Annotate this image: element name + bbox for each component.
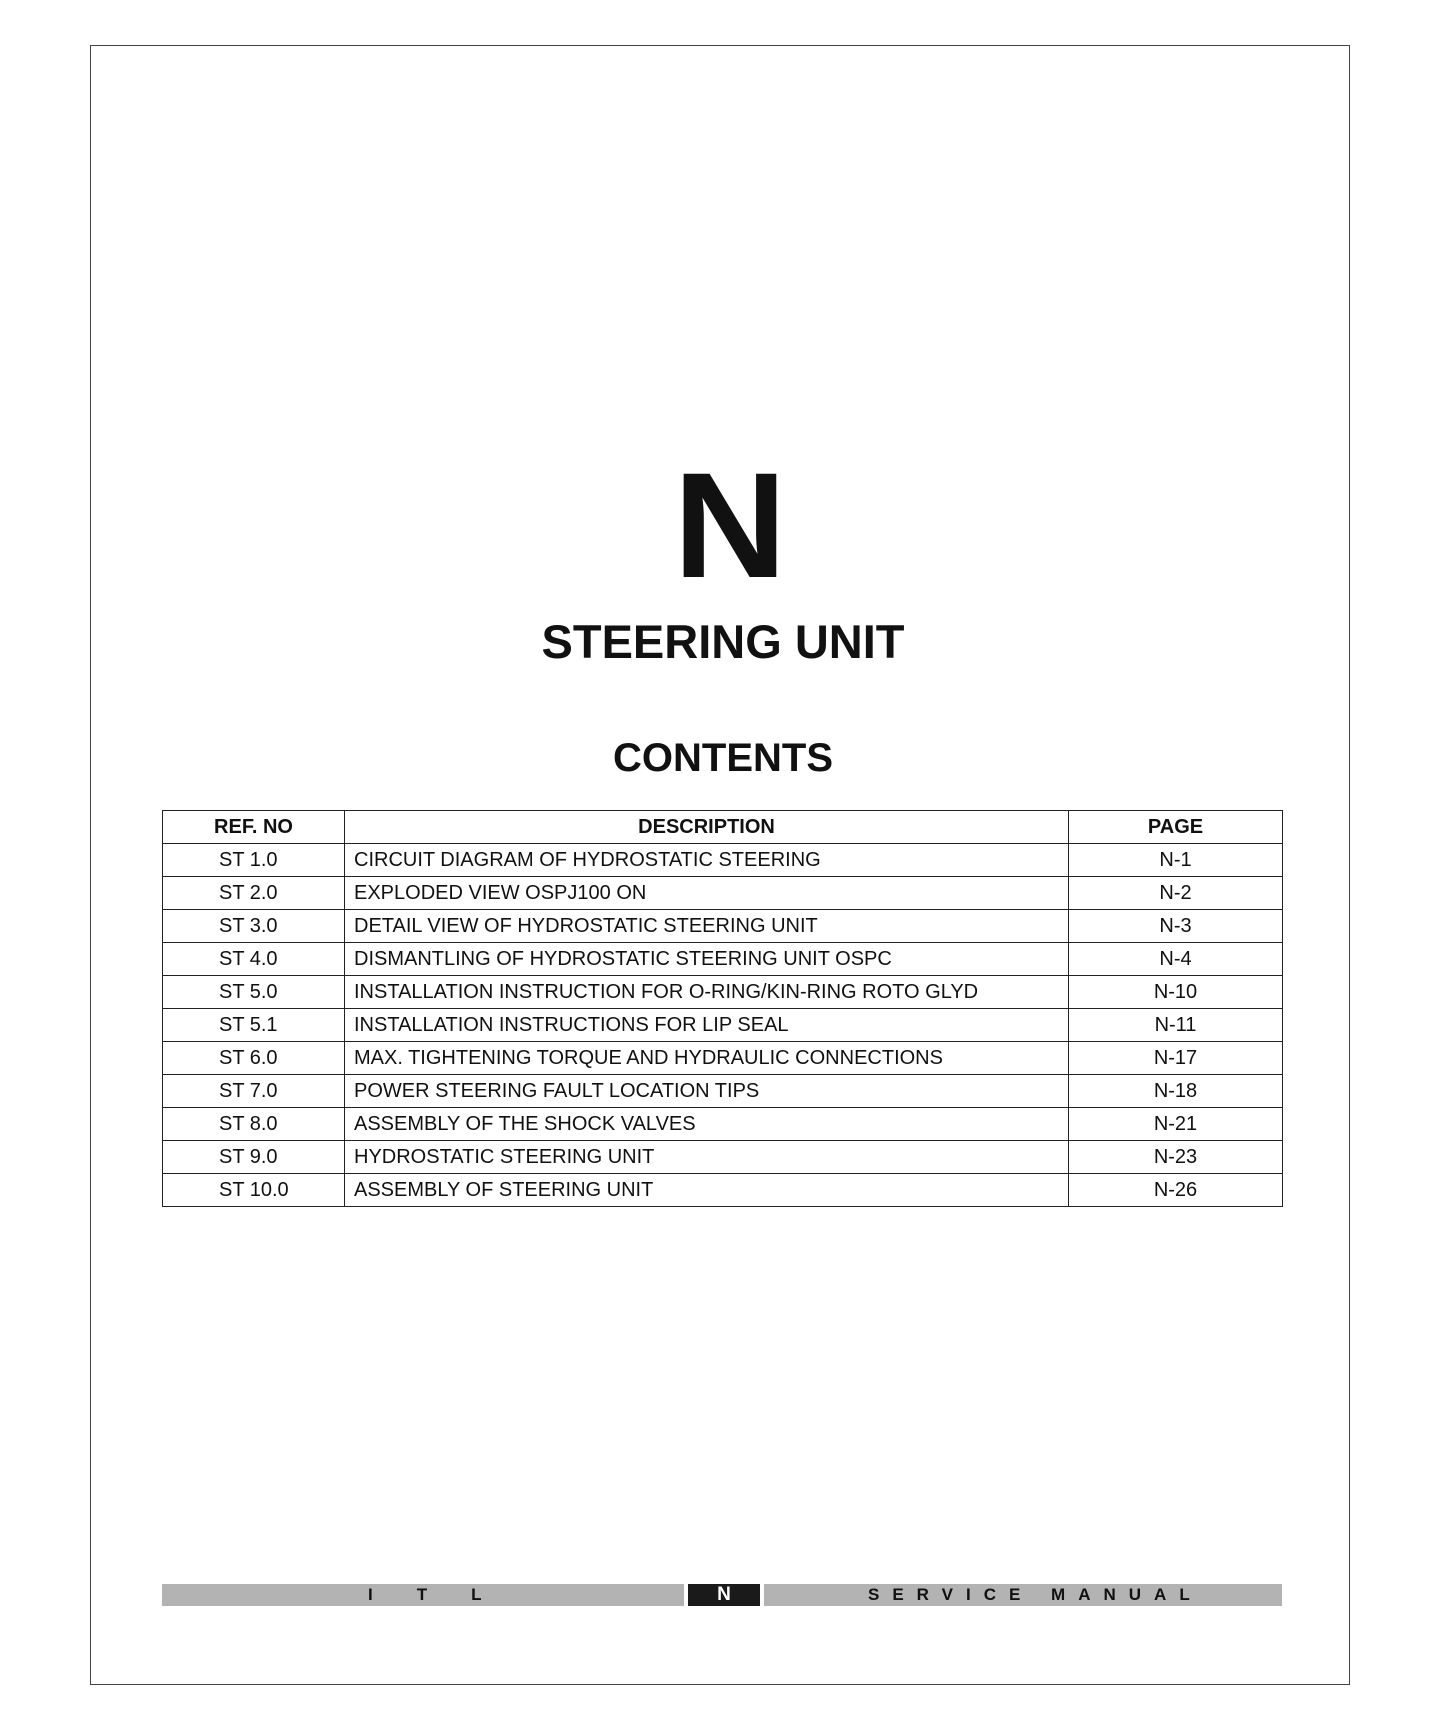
row-description: DETAIL VIEW OF HYDROSTATIC STEERING UNIT: [345, 910, 1069, 943]
row-description: EXPLODED VIEW OSPJ100 ON: [345, 877, 1069, 910]
row-page: N-11: [1069, 1009, 1283, 1042]
table-row: [163, 1108, 1283, 1141]
header-description: DESCRIPTION: [345, 811, 1069, 844]
footer-section-badge: N: [688, 1584, 760, 1606]
footer-bar: [162, 1584, 1282, 1606]
row-ref-no: ST 5.0: [163, 976, 345, 1009]
row-ref-no: ST 1.0: [163, 844, 345, 877]
row-description: POWER STEERING FAULT LOCATION TIPS: [345, 1075, 1069, 1108]
row-description: ASSEMBLY OF STEERING UNIT: [345, 1174, 1069, 1207]
footer-left-segment: [162, 1584, 684, 1606]
row-ref-no: ST 10.0: [163, 1174, 345, 1207]
row-description: INSTALLATION INSTRUCTION FOR O-RING/KIN-RING ROTO GLYD: [345, 976, 1069, 1009]
section-letter: N: [673, 441, 787, 609]
row-page: N-4: [1069, 943, 1283, 976]
row-ref-no: ST 8.0: [163, 1108, 345, 1141]
row-page: N-1: [1069, 844, 1283, 877]
table-row: [163, 1141, 1283, 1174]
table-row: [163, 1009, 1283, 1042]
table-row: [163, 943, 1283, 976]
row-description: INSTALLATION INSTRUCTIONS FOR LIP SEAL: [345, 1009, 1069, 1042]
table-row: [163, 976, 1283, 1009]
row-ref-no: ST 5.1: [163, 1009, 345, 1042]
table-row: [163, 1042, 1283, 1075]
row-page: N-3: [1069, 910, 1283, 943]
table-row: [163, 844, 1283, 877]
row-page: N-2: [1069, 877, 1283, 910]
header-ref-no: REF. NO: [163, 811, 345, 844]
row-page: N-21: [1069, 1108, 1283, 1141]
row-ref-no: ST 2.0: [163, 877, 345, 910]
header-page: PAGE: [1069, 811, 1283, 844]
table-header-row: [163, 811, 1283, 844]
footer-right-segment: [764, 1584, 1282, 1606]
table-row: [163, 1075, 1283, 1108]
row-page: N-10: [1069, 976, 1283, 1009]
row-description: DISMANTLING OF HYDROSTATIC STEERING UNIT OSPC: [345, 943, 1069, 976]
footer-manual-label: SERVICE MANUAL: [868, 1585, 1203, 1604]
row-ref-no: ST 3.0: [163, 910, 345, 943]
contents-heading: CONTENTS: [613, 736, 833, 780]
row-description: HYDROSTATIC STEERING UNIT: [345, 1141, 1069, 1174]
row-ref-no: ST 9.0: [163, 1141, 345, 1174]
row-ref-no: ST 7.0: [163, 1075, 345, 1108]
table-row: [163, 910, 1283, 943]
contents-table: [162, 810, 1283, 1207]
table-row: [163, 877, 1283, 910]
table-row: [163, 1174, 1283, 1207]
row-page: N-23: [1069, 1141, 1283, 1174]
row-description: MAX. TIGHTENING TORQUE AND HYDRAULIC CONNECTIONS: [345, 1042, 1069, 1075]
row-page: N-18: [1069, 1075, 1283, 1108]
section-title: STEERING UNIT: [541, 615, 905, 668]
row-page: N-17: [1069, 1042, 1283, 1075]
row-ref-no: ST 4.0: [163, 943, 345, 976]
row-description: CIRCUIT DIAGRAM OF HYDROSTATIC STEERING: [345, 844, 1069, 877]
row-page: N-26: [1069, 1174, 1283, 1207]
row-description: ASSEMBLY OF THE SHOCK VALVES: [345, 1108, 1069, 1141]
row-ref-no: ST 6.0: [163, 1042, 345, 1075]
footer-brand: ITL: [368, 1585, 526, 1604]
